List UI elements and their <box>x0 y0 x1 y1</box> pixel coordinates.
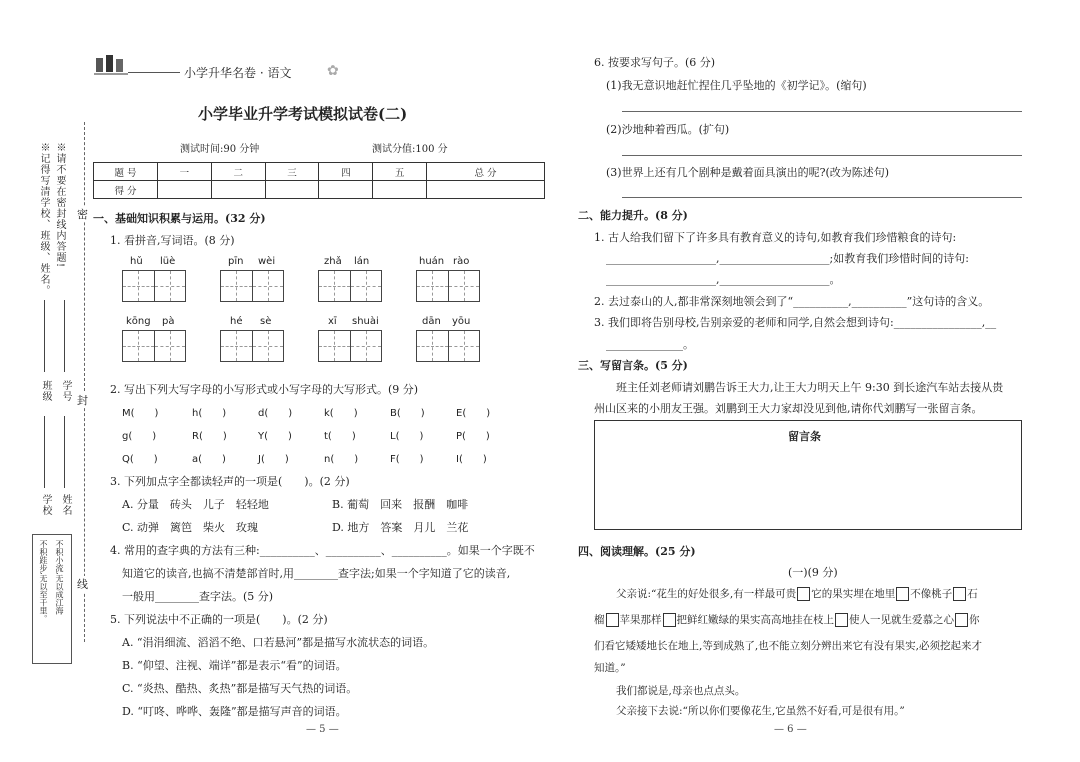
s2-q1-line-1: 1. 古人给我们留下了许多具有教育意义的诗句,如教育我们珍惜粮食的诗句: <box>594 231 957 244</box>
letter-item[interactable]: h( ) <box>192 408 227 419</box>
pinyin: rào <box>453 256 470 267</box>
header-rule <box>128 72 180 73</box>
s3-text-line-1: 班主任刘老师请刘鹏告诉王大力,让王大力明天上午 9:30 到长途汽车站去接从贵 <box>616 381 1004 394</box>
section-3-title: 三、写留言条。(5 分) <box>578 359 688 372</box>
punctuation-box[interactable] <box>835 613 848 627</box>
char-grid[interactable] <box>122 270 186 302</box>
score-row-label: 得 分 <box>94 181 158 199</box>
q3-option-a[interactable]: A. 分量 砖头 儿子 轻轻地 <box>122 498 269 511</box>
q6-2-text: (2)沙地种着西瓜。(扩句) <box>606 123 730 136</box>
score-header-cell: 三 <box>265 163 319 181</box>
char-grid[interactable] <box>416 330 480 362</box>
pinyin: yōu <box>452 316 471 327</box>
field-xuehao: 学号 <box>60 380 71 402</box>
pinyin: lán <box>354 256 370 267</box>
motto-1: 不积小流,无以成江海 <box>55 540 64 615</box>
letter-item[interactable]: R( ) <box>192 431 227 442</box>
q6-2-answer-line[interactable] <box>622 155 1022 156</box>
section-1-title: 一、基础知识积累与运用。(32 分) <box>93 212 266 225</box>
passage-line <box>616 586 978 601</box>
score-cell[interactable] <box>427 181 545 199</box>
score-table <box>93 162 545 199</box>
letter-item[interactable]: J( ) <box>258 454 289 465</box>
passage-text: 把鲜红嫩绿的果实高高地挂在枝上 <box>676 614 834 626</box>
field-line-banji <box>44 300 45 372</box>
q3-option-b[interactable]: B. 葡萄 回来 报酬 咖啡 <box>332 498 469 511</box>
q6-1-answer-line[interactable] <box>622 111 1022 112</box>
field-banji: 班级 <box>40 380 51 402</box>
series-title: 小学升华名卷 · 语文 <box>184 66 292 80</box>
passage-line: 我们都说是,母亲也点点头。 <box>616 685 746 697</box>
exam-score: 测试分值:100 分 <box>372 144 448 155</box>
passage-line <box>594 612 980 627</box>
seal-feng: 封 <box>77 394 88 407</box>
header-logo-icon <box>92 52 130 76</box>
q1-text: 1. 看拼音,写词语。(8 分) <box>110 234 235 247</box>
s2-q2: 2. 去过泰山的人,都非常深刻地领会到了“__________,__________”这句诗的含义。 <box>594 295 990 308</box>
exam-time: 测试时间:90 分钟 <box>180 144 260 155</box>
flower-icon: ✿ <box>327 63 339 79</box>
score-value-row <box>94 181 545 199</box>
seal-mi: 密 <box>77 208 88 221</box>
pinyin: dān <box>422 316 441 327</box>
punctuation-box[interactable] <box>896 587 909 601</box>
pinyin: wèi <box>258 256 276 267</box>
punctuation-box[interactable] <box>955 613 968 627</box>
seal-xian: 线 <box>77 578 88 591</box>
passage-line: 们看它矮矮地长在地上,等到成熟了,也不能立刻分辨出来它有没有果实,必须挖起来才 <box>594 640 983 652</box>
letter-item[interactable]: L( ) <box>390 431 424 442</box>
passage-line: 知道。” <box>594 662 626 674</box>
page-number-right: — 6 — <box>774 724 807 735</box>
motto-2: 不积跬步,无以至千里。 <box>39 540 48 623</box>
punctuation-box[interactable] <box>663 613 676 627</box>
q4-line-1: 4. 常用的查字典的方法有三种:__________、__________、__________。如果一个字既不 <box>110 544 535 557</box>
s4-subtitle: (一)(9 分) <box>788 566 838 579</box>
q5-option-b[interactable]: B. “仰望、注视、端详”都是表示“看”的词语。 <box>122 659 347 672</box>
char-grid[interactable] <box>318 270 382 302</box>
letter-item[interactable]: P( ) <box>456 431 490 442</box>
passage-text: 不像桃子 <box>910 588 953 600</box>
q5-option-c[interactable]: C. “炎热、酷热、炙热”都是描写天气热的词语。 <box>122 682 358 695</box>
char-grid[interactable] <box>416 270 480 302</box>
score-cell[interactable] <box>319 181 373 199</box>
char-grid[interactable] <box>122 330 186 362</box>
pinyin: xī <box>328 316 337 327</box>
passage-text: 父亲说:“花生的好处很多,有一样最可贵 <box>616 588 797 600</box>
q5-option-d[interactable]: D. “叮咚、哗哗、轰隆”都是描写声音的词语。 <box>122 705 347 718</box>
score-header-cell: 一 <box>158 163 212 181</box>
punctuation-box[interactable] <box>797 587 810 601</box>
char-grid[interactable] <box>220 270 284 302</box>
score-cell[interactable] <box>265 181 319 199</box>
letter-item[interactable]: E( ) <box>456 408 491 419</box>
letter-item[interactable]: B( ) <box>390 408 425 419</box>
page-number-left: — 5 — <box>306 724 339 735</box>
field-line-xuehao <box>64 300 65 372</box>
punctuation-box[interactable] <box>606 613 619 627</box>
passage-text: 石 <box>967 588 978 600</box>
s2-q3-line-2: ______________。 <box>606 338 694 351</box>
q6-text: 6. 按要求写句子。(6 分) <box>594 56 716 69</box>
s2-q1-line-3: ____________________,____________________。 <box>606 273 841 286</box>
q4-line-3: 一般用________查字法。(5 分) <box>122 590 274 603</box>
passage-text: 苹果那样 <box>619 614 662 626</box>
s3-text-line-2: 州山区来的小朋友王强。刘鹏到王大力家却没见到他,请你代刘鹏写一张留言条。 <box>594 402 983 415</box>
score-cell[interactable] <box>158 181 212 199</box>
letter-item[interactable]: a( ) <box>192 454 226 465</box>
q6-3-text: (3)世界上还有几个剧种是戴着面具演出的呢?(改为陈述句) <box>606 166 890 179</box>
pinyin: pīn <box>228 256 244 267</box>
pinyin: zhǎ <box>324 256 342 267</box>
score-header-cell: 二 <box>211 163 265 181</box>
pinyin: pà <box>162 316 175 327</box>
score-cell[interactable] <box>373 181 427 199</box>
seal-line <box>84 122 85 642</box>
pinyin: shuài <box>352 316 379 327</box>
passage-text: 你 <box>969 614 980 626</box>
score-header-cell: 五 <box>373 163 427 181</box>
letter-item[interactable]: Y( ) <box>258 431 292 442</box>
q6-3-answer-line[interactable] <box>622 197 1022 198</box>
char-grid[interactable] <box>318 330 382 362</box>
margin-note-1: ※请不要在密封线内答题! <box>54 142 65 269</box>
score-header-cell: 四 <box>319 163 373 181</box>
exam-title: 小学毕业升学考试模拟试卷(二) <box>198 105 408 123</box>
passage-line: 父亲接下去说:“所以你们要像花生,它虽然不好看,可是很有用。” <box>616 705 905 717</box>
letter-item[interactable]: F( ) <box>390 454 424 465</box>
letter-item[interactable]: n( ) <box>324 454 359 465</box>
section-4-title: 四、阅读理解。(25 分) <box>578 545 696 558</box>
passage-text: 使人一见就生爱慕之心 <box>849 614 954 626</box>
letter-item[interactable]: M( ) <box>122 408 159 419</box>
pinyin: lüè <box>160 256 176 267</box>
pinyin: sè <box>260 316 272 327</box>
score-header-row <box>94 163 545 181</box>
passage-text: 它的果实埋在地里 <box>811 588 896 600</box>
letter-item[interactable]: g( ) <box>122 431 157 442</box>
letter-item[interactable]: d( ) <box>258 408 293 419</box>
letter-item[interactable]: t( ) <box>324 431 356 442</box>
score-header-cell: 题 号 <box>94 163 158 181</box>
field-xuexiao: 学校 <box>40 494 51 516</box>
s2-q1-line-2: ____________________,____________________;如教育我们珍惜时间的诗句: <box>606 252 969 265</box>
pinyin: hé <box>230 316 243 327</box>
q3-text: 3. 下列加点字全都读轻声的一项是( )。(2 分) <box>110 475 350 488</box>
q5-option-a[interactable]: A. “涓涓细流、滔滔不绝、口若悬河”都是描写水流状态的词语。 <box>122 636 435 649</box>
q5-text: 5. 下列说法中不正确的一项是( )。(2 分) <box>110 613 328 626</box>
char-grid[interactable] <box>220 330 284 362</box>
s2-q3-line-1: 3. 我们即将告别母校,告别亲爱的老师和同学,自然会想到诗句:________________,__ <box>594 316 997 329</box>
letter-item[interactable]: I( ) <box>456 454 487 465</box>
q3-option-d[interactable]: D. 地方 答案 月儿 兰花 <box>332 521 469 534</box>
score-cell[interactable] <box>211 181 265 199</box>
q6-1-text: (1)我无意识地赶忙捏住几乎坠地的《初学记》。(缩句) <box>606 79 867 92</box>
section-2-title: 二、能力提升。(8 分) <box>578 209 688 222</box>
q4-line-2: 知道它的读音,也搞不清楚部首时,用________查字法;如果一个字知道了它的读音, <box>122 567 511 580</box>
field-line-xuexiao <box>44 416 45 488</box>
margin-note-2: ※记得写清学校、班级、姓名。 <box>38 142 49 296</box>
pinyin: kōng <box>126 316 151 327</box>
field-xingming: 姓名 <box>60 494 71 516</box>
note-box-title: 留言条 <box>788 430 821 443</box>
q2-text: 2. 写出下列大写字母的小写形式或小写字母的大写形式。(9 分) <box>110 383 419 396</box>
passage-text: 榴 <box>594 614 605 626</box>
score-header-cell: 总 分 <box>427 163 545 181</box>
field-line-xingming <box>64 416 65 488</box>
pinyin: huán <box>419 256 445 267</box>
q3-option-c[interactable]: C. 动弹 篱笆 柴火 玫瑰 <box>122 521 259 534</box>
punctuation-box[interactable] <box>953 587 966 601</box>
letter-item[interactable]: Q( ) <box>122 454 158 465</box>
pinyin: hǔ <box>130 256 143 267</box>
letter-item[interactable]: k( ) <box>324 408 358 419</box>
